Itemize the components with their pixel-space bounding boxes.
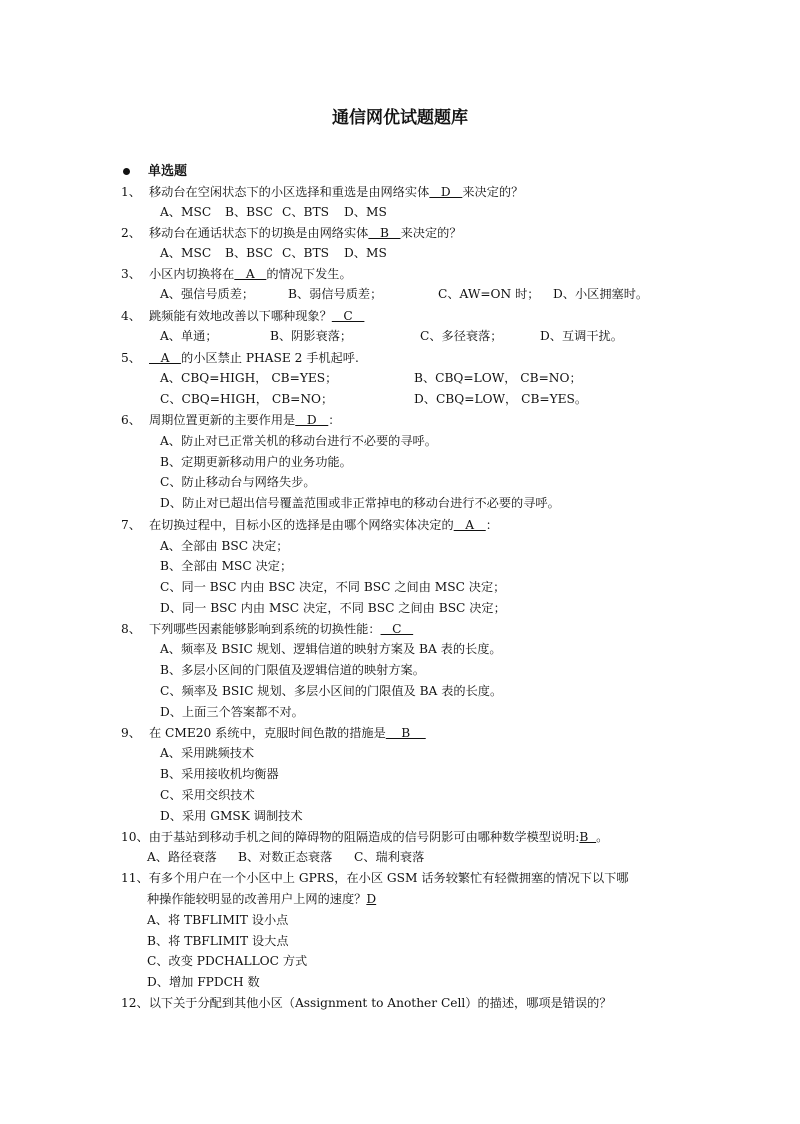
option-6d: D、防止对已超出信号覆盖范围或非正常掉电的移动台进行不必要的寻呼。 xyxy=(160,496,560,510)
option-7d: D、同一 BSC 内由 MSC 决定，不同 BSC 之间由 BSC 决定； xyxy=(160,601,506,615)
section-label: 单选题 xyxy=(148,164,188,179)
option-c: C、AW=ON 时； xyxy=(438,287,540,301)
option-b: B、阴影衰落； xyxy=(270,329,353,343)
question-10 xyxy=(121,829,608,845)
options-5b xyxy=(160,391,587,407)
question-text-end: 的情况下发生。 xyxy=(266,267,352,281)
option-9a: A、采用跳频技术 xyxy=(160,746,255,760)
option-11a: A、将 TBFLIMIT 设小点 xyxy=(147,913,289,927)
question-number: 3、 xyxy=(121,267,141,281)
option-c: C、BTS xyxy=(282,246,329,260)
question-text-end: 的小区禁止 PHASE 2 手机起呼. xyxy=(181,351,359,365)
option-7c: C、同一 BSC 内由 BSC 决定，不同 BSC 之间由 MSC 决定； xyxy=(160,580,506,594)
question-number: 6、 xyxy=(121,413,141,427)
question-2 xyxy=(121,225,462,241)
page-title: 通信网优试题题库 xyxy=(332,108,468,128)
options-2 xyxy=(160,245,387,261)
question-number: 10、 xyxy=(121,830,149,844)
option-b: B、对数正态衰落 xyxy=(238,850,333,864)
answer-blank: D xyxy=(295,413,329,427)
question-8 xyxy=(121,621,413,637)
option-d: D、MS xyxy=(344,205,387,219)
answer-blank: B xyxy=(368,226,401,240)
question-number: 7、 xyxy=(121,518,141,532)
answer-blank: B xyxy=(385,726,426,740)
question-text-end: ： xyxy=(485,518,498,532)
option-b: B、BSC xyxy=(225,246,273,260)
question-text: 移动台在通话状态下的切换是由网络实体 xyxy=(149,226,369,240)
option-a: A、CBQ=HIGH， CB=YES； xyxy=(160,371,338,385)
question-text: 下列哪些因素能够影响到系统的切换性能： xyxy=(149,622,381,636)
section-heading xyxy=(123,160,187,179)
question-9 xyxy=(121,725,426,741)
option-a: A、路径衰落 xyxy=(147,850,217,864)
option-d: D、互调干扰。 xyxy=(540,329,623,343)
question-text: 在 CME20 系统中，克服时间色散的措施是 xyxy=(149,726,386,740)
question-text: 由于基站到移动手机之间的障碍物的阻隔造成的信号阴影可由哪种数学模型说明: xyxy=(148,830,580,844)
option-c: C、BTS xyxy=(282,205,329,219)
option-a: A、单通； xyxy=(160,329,218,343)
option-7a: A、全部由 BSC 决定； xyxy=(160,539,289,553)
question-3 xyxy=(121,266,352,282)
option-a: A、MSC xyxy=(160,246,212,260)
options-4 xyxy=(160,328,623,344)
question-number: 12、 xyxy=(121,996,149,1010)
question-text: 周期位置更新的主要作用是 xyxy=(149,413,296,427)
option-6c: C、防止移动台与网络失步。 xyxy=(160,475,316,489)
question-1 xyxy=(121,184,523,200)
option-8d: D、上面三个答案都不对。 xyxy=(160,705,304,719)
option-9b: B、采用接收机均衡器 xyxy=(160,767,279,781)
option-9d: D、采用 GMSK 调制技术 xyxy=(160,809,303,823)
option-d: D、CBQ=LOW， CB=YES。 xyxy=(414,392,588,406)
question-text-end: 来决定的？ xyxy=(400,226,462,240)
question-number: 5、 xyxy=(121,351,141,365)
question-text: 小区内切换将在 xyxy=(149,267,235,281)
option-8c: C、频率及 BSIC 规划、多层小区间的门限值及 BA 表的长度。 xyxy=(160,684,503,698)
option-b: B、BSC xyxy=(225,205,273,219)
option-b: B、CBQ=LOW， CB=NO； xyxy=(414,371,582,385)
option-11b: B、将 TBFLIMIT 设大点 xyxy=(147,934,289,948)
question-text-end: 。 xyxy=(596,830,609,844)
option-d: D、MS xyxy=(344,246,387,260)
question-number: 4、 xyxy=(121,309,141,323)
question-11-cont xyxy=(147,891,376,907)
question-number: 11、 xyxy=(121,871,149,885)
answer-blank: A xyxy=(234,267,267,281)
question-text: 在切换过程中，目标小区的选择是由哪个网络实体决定的 xyxy=(149,518,454,532)
option-11c: C、改变 PDCHALLOC 方式 xyxy=(147,954,308,968)
option-6a: A、防止对已正常关机的移动台进行不必要的寻呼。 xyxy=(160,434,437,448)
question-7 xyxy=(121,517,498,533)
question-6 xyxy=(121,412,340,428)
question-text: 跳频能有效地改善以下哪种现象？ xyxy=(149,309,332,323)
question-text-end: ： xyxy=(328,413,341,427)
question-number: 2、 xyxy=(121,226,141,240)
option-6b: B、定期更新移动用户的业务功能。 xyxy=(160,455,352,469)
answer-blank: C xyxy=(331,309,365,323)
question-12 xyxy=(121,995,612,1011)
question-number: 9、 xyxy=(121,726,141,740)
question-number: 1、 xyxy=(121,185,141,199)
option-8b: B、多层小区间的门限值及逻辑信道的映射方案。 xyxy=(160,663,425,677)
bullet-icon xyxy=(123,168,130,175)
question-text-cont: 种操作能较明显的改善用户上网的速度？ xyxy=(147,892,367,906)
option-9c: C、采用交织技术 xyxy=(160,788,255,802)
answer-blank: A xyxy=(149,351,182,365)
option-c: C、瑞利衰落 xyxy=(354,850,425,864)
answer-blank: B xyxy=(579,830,597,844)
option-a: A、MSC xyxy=(160,205,212,219)
answer-blank: D xyxy=(429,185,463,199)
answer-blank: C xyxy=(380,622,414,636)
question-5 xyxy=(121,350,359,366)
question-number: 8、 xyxy=(121,622,141,636)
options-3 xyxy=(160,286,648,302)
options-1 xyxy=(160,204,387,220)
question-text: 有多个用户在一个小区中上 GPRS，在小区 GSM 话务较繁忙有轻微拥塞的情况下以下哪 xyxy=(148,871,629,885)
option-c: C、多径衰落； xyxy=(420,329,503,343)
option-d: D、小区拥塞时。 xyxy=(553,287,649,301)
question-text-end: 来决定的？ xyxy=(462,185,524,199)
question-text: 以下关于分配到其他小区（Assignment to Another Cell）的描述，哪项是错误的？ xyxy=(148,996,612,1010)
option-b: B、弱信号质差； xyxy=(288,287,383,301)
answer-blank: A xyxy=(453,518,486,532)
question-4 xyxy=(121,308,364,324)
option-8a: A、频率及 BSIC 规划、逻辑信道的映射方案及 BA 表的长度。 xyxy=(160,642,502,656)
option-11d: D、增加 FPDCH 数 xyxy=(147,975,260,989)
options-10 xyxy=(147,849,424,865)
question-11 xyxy=(121,870,629,886)
question-text: 移动台在空闲状态下的小区选择和重选是由网络实体 xyxy=(149,185,430,199)
option-c: C、CBQ=HIGH， CB=NO； xyxy=(160,392,334,406)
options-5a xyxy=(160,370,582,386)
answer-blank: D xyxy=(366,892,377,906)
option-7b: B、全部由 MSC 决定； xyxy=(160,559,293,573)
option-a: A、强信号质差； xyxy=(160,287,255,301)
